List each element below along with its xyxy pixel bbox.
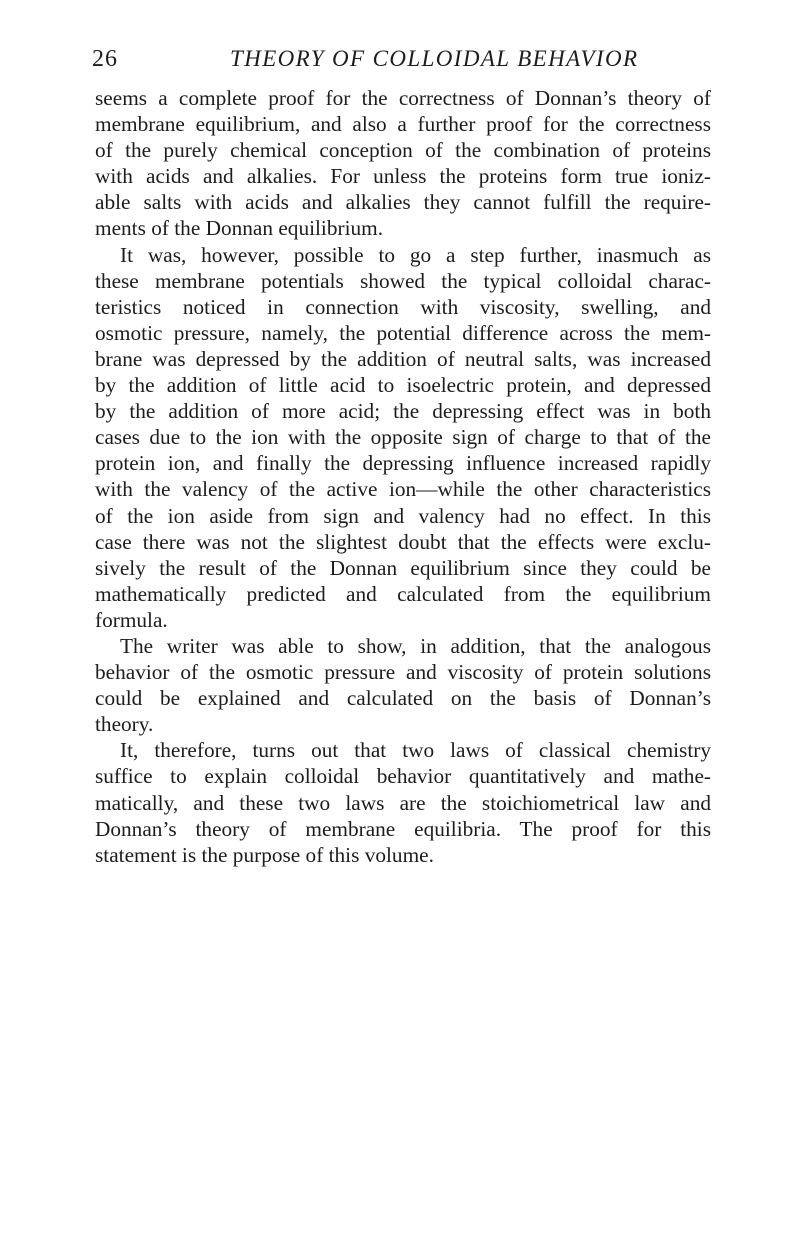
- text-line: these membrane potentials showed the typical colloidal charac-: [95, 268, 711, 293]
- text-line: It was, however, possible to go a step further, inasmuch as: [120, 242, 711, 267]
- text-line: could be explained and calculated on the basis of Donnan’s: [95, 686, 711, 711]
- text-line: The writer was able to show, in addition, that the analogous: [120, 633, 711, 658]
- text-line: by the addition of little acid to isoelectric protein, and depressed: [95, 373, 711, 398]
- text-line: Donnan’s theory of membrane equilibria. The proof for this: [95, 816, 711, 841]
- text-line: osmotic pressure, namely, the potential difference across the mem-: [95, 320, 711, 345]
- text-line: ments of the Donnan equilibrium.: [95, 216, 384, 241]
- running-head: [92, 46, 712, 86]
- text-line: case there was not the slightest doubt that the effects were exclu-: [95, 529, 711, 554]
- text-line: theory.: [95, 712, 154, 737]
- text-line: protein ion, and finally the depressing influence increased rapidly: [95, 451, 711, 476]
- text-line: able salts with acids and alkalies they cannot fulfill the require-: [95, 190, 711, 215]
- text-line: of the purely chemical conception of the combination of proteins: [95, 138, 711, 163]
- text-line: of the ion aside from sign and valency had no effect. In this: [95, 503, 711, 528]
- text-line: formula.: [95, 607, 168, 632]
- text-line: It, therefore, turns out that two laws of classical chemistry: [120, 738, 711, 763]
- text-line: by the addition of more acid; the depressing effect was in both: [95, 399, 711, 424]
- page-number: 26: [92, 46, 118, 72]
- text-line: behavior of the osmotic pressure and viscosity of protein solutions: [95, 660, 711, 685]
- text-line: matically, and these two laws are the stoichiometrical law and: [95, 790, 711, 815]
- text-line: mathematically predicted and calculated from the equilibrium: [95, 581, 711, 606]
- text-line: suffice to explain colloidal behavior quantitatively and mathe-: [95, 764, 711, 789]
- text-line: membrane equilibrium, and also a further proof for the correctness: [95, 112, 711, 137]
- text-line: cases due to the ion with the opposite sign of charge to that of the: [95, 425, 711, 450]
- text-line: teristics noticed in connection with viscosity, swelling, and: [95, 294, 711, 319]
- text-line: seems a complete proof for the correctness of Donnan’s theory of: [95, 86, 711, 110]
- text-line: sively the result of the Donnan equilibrium since they could be: [95, 555, 711, 580]
- text-line: statement is the purpose of this volume.: [95, 842, 434, 867]
- text-line: brane was depressed by the addition of neutral salts, was increased: [95, 346, 711, 371]
- text-line: with the valency of the active ion—while the other characteristics: [95, 477, 711, 502]
- text-line: with acids and alkalies. For unless the proteins form true ioniz-: [95, 164, 711, 189]
- body-text: [95, 85, 711, 868]
- running-title: THEORY OF COLLOIDAL BEHAVIOR: [230, 46, 639, 71]
